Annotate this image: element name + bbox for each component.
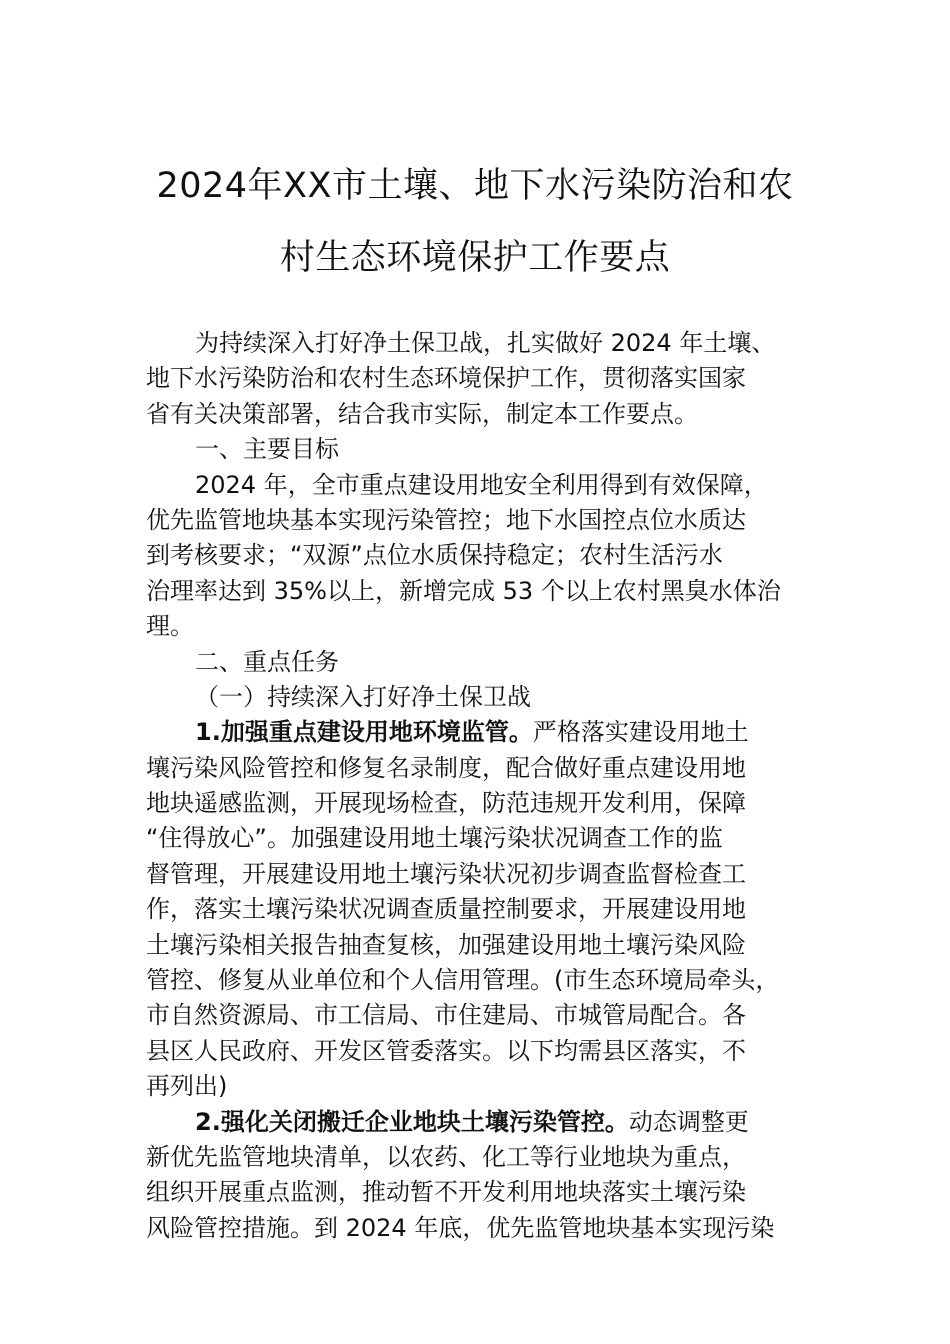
item-1-heading: 1.加强重点建设用地环境监管。: [195, 718, 533, 747]
item-1-paragraph-line: 作，落实土壤污染状况调查质量控制要求，开展建设用地: [146, 895, 746, 924]
goals-paragraph-line: 2024 年，全市重点建设用地安全利用得到有效保障，: [195, 470, 768, 499]
section-heading-goals: 一、主要目标: [195, 435, 339, 464]
item-1-paragraph-line: 壤污染风险管控和修复名录制度，配合做好重点建设用地: [146, 753, 746, 782]
item-2-first-line: [146, 1105, 836, 1140]
item-1-paragraph-line: 县区人民政府、开发区管委落实。以下均需县区落实，不: [146, 1036, 746, 1065]
item-1-paragraph-line: 再列出): [146, 1072, 228, 1101]
item-1-text: 严格落实建设用地土: [532, 718, 749, 747]
item-2-paragraph-line: 风险管控措施。到 2024 年底，优先监管地块基本实现污染: [146, 1213, 775, 1242]
item-2-text: 动态调整更: [628, 1107, 749, 1136]
item-2-paragraph-line: 组织开展重点监测，推动暂不开发利用地块落实土壤污染: [146, 1178, 746, 1207]
document-title-line-1: 2024年XX市土壤、地下水污染防治和农: [156, 166, 794, 206]
goals-paragraph-line: 到考核要求；“双源”点位水质保持稳定；农村生活污水: [146, 541, 723, 570]
goals-paragraph-line: 理。: [146, 612, 194, 641]
goals-paragraph-line: 治理率达到 35%以上，新增完成 53 个以上农村黑臭水体治: [146, 576, 781, 605]
item-1-first-line: [146, 715, 836, 750]
section-heading-tasks: 二、重点任务: [195, 647, 339, 676]
document-title-line-2: 村生态环境保护工作要点: [279, 238, 671, 278]
intro-paragraph-line: 省有关决策部署，结合我市实际，制定本工作要点。: [146, 399, 698, 428]
item-1-paragraph-line: 土壤污染相关报告抽查复核，加强建设用地土壤污染风险: [146, 930, 746, 959]
intro-paragraph-line: 为持续深入打好净土保卫战，扎实做好 2024 年土壤、: [195, 329, 776, 357]
goals-paragraph-line: 优先监管地块基本实现污染管控；地下水国控点位水质达: [146, 505, 746, 534]
item-2-heading: 2.强化关闭搬迁企业地块土壤污染管控。: [195, 1107, 629, 1136]
item-1-paragraph-line: 督管理，开展建设用地土壤污染状况初步调查监督检查工: [146, 859, 746, 888]
subsection-heading: （一）持续深入打好净土保卫战: [195, 682, 531, 711]
item-1-paragraph-line: 管控、修复从业单位和个人信用管理。(市生态环境局牵头，: [146, 966, 780, 995]
intro-paragraph-line: 地下水污染防治和农村生态环境保护工作，贯彻落实国家: [146, 364, 746, 393]
item-1-paragraph-line: 地块遥感监测，开展现场检查，防范违规开发利用，保障: [146, 789, 746, 818]
document-body: [146, 326, 836, 1246]
item-2-paragraph-line: 新优先监管地块清单，以农药、化工等行业地块为重点，: [146, 1142, 746, 1171]
item-1-paragraph-line: 市自然资源局、市工信局、市住建局、市城管局配合。各: [146, 1001, 746, 1030]
item-1-paragraph-line: “住得放心”。加强建设用地土壤污染状况调查工作的监: [146, 824, 723, 853]
